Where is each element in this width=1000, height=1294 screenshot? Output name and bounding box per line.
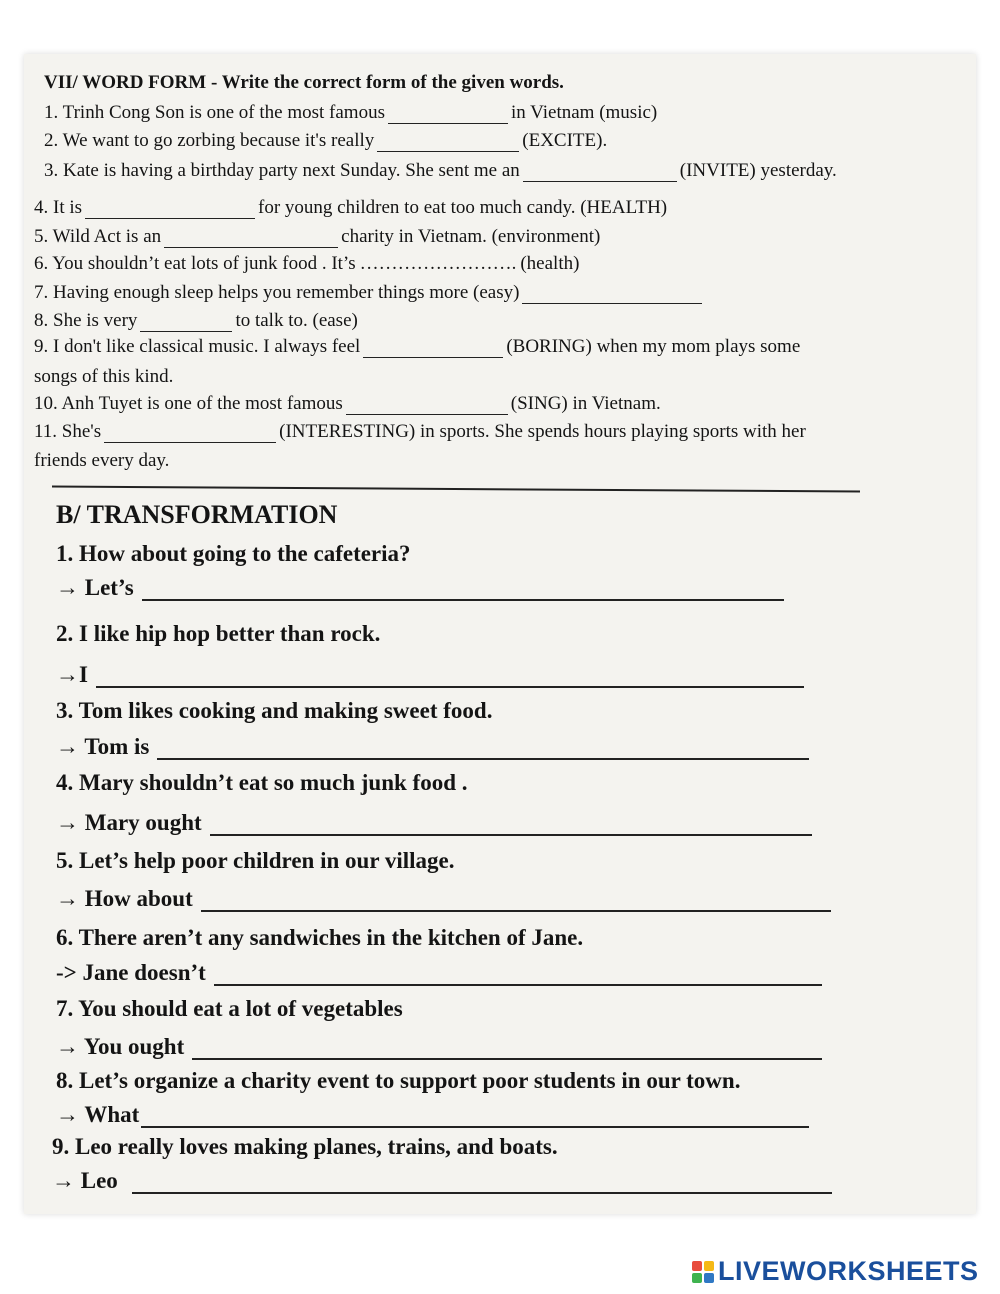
section-title: B/ TRANSFORMATION	[56, 500, 338, 529]
question-text: 2. I like hip hop better than rock.	[56, 621, 381, 646]
answer-line[interactable]	[141, 1108, 809, 1128]
transform-question-6	[56, 925, 583, 951]
answer-prefix: → You ought	[56, 1034, 185, 1059]
transformation-title	[56, 500, 337, 530]
item-text: 7. Having enough sleep helps you remember things more (easy)	[34, 282, 520, 303]
item-hint: (BORING) when my mom plays some	[506, 336, 801, 357]
answer-line[interactable]	[157, 740, 809, 760]
answer-prefix: -> Jane doesn’t	[56, 960, 206, 985]
word-form-item-2	[44, 130, 607, 152]
word-form-item-1	[44, 102, 657, 124]
item-text: 2. We want to go zorbing because it's really	[44, 130, 375, 151]
answer-prefix: → Leo	[52, 1168, 118, 1193]
word-form-item-10	[34, 393, 661, 415]
item-text: 6. You shouldn’t eat lots of junk food . It’s	[34, 253, 356, 274]
item-text: 10. Anh Tuyet is one of the most famous	[34, 393, 343, 414]
question-text: 8. Let’s organize a charity event to support poor students in our town.	[56, 1068, 741, 1093]
item-hint: (health)	[520, 253, 580, 274]
answer-prefix: → What	[56, 1102, 140, 1127]
answer-blank[interactable]	[522, 287, 702, 304]
item-text: 3. Kate is having a birthday party next Sunday. She sent me an	[44, 160, 520, 181]
answer-blank[interactable]	[346, 398, 508, 415]
word-form-item-11-cont	[34, 450, 169, 472]
word-form-item-7	[34, 282, 705, 304]
item-text: 1. Trinh Cong Son is one of the most famous	[44, 102, 385, 123]
item-hint: (EXCITE).	[522, 130, 608, 151]
question-text: 4. Mary shouldn’t eat so much junk food .	[56, 770, 468, 795]
word-form-item-9	[34, 336, 800, 358]
word-form-item-4	[34, 197, 667, 219]
answer-prefix: → Tom is	[56, 734, 150, 759]
answer-prefix: → Mary ought	[56, 810, 202, 835]
item-text: songs of this kind.	[34, 366, 174, 387]
transform-answer-5	[56, 886, 831, 912]
item-text: 9. I don't like classical music. I always feel	[34, 336, 361, 357]
logo-square-green	[692, 1273, 702, 1283]
transform-answer-4	[56, 810, 812, 836]
answer-line[interactable]	[132, 1174, 832, 1194]
question-text: 7. You should eat a lot of vegetables	[56, 996, 403, 1021]
item-hint: (INVITE) yesterday.	[679, 160, 837, 181]
answer-blank[interactable]	[363, 341, 503, 358]
logo-text: LIVEWORKSHEETS	[718, 1256, 979, 1286]
transform-answer-3	[56, 734, 809, 760]
transform-question-8	[56, 1068, 740, 1094]
word-form-item-8	[34, 310, 358, 332]
answer-line[interactable]	[214, 966, 822, 986]
answer-blank[interactable]	[140, 315, 232, 332]
section-title: VII/ WORD FORM - Write the correct form of the given words.	[44, 72, 564, 93]
answer-blank[interactable]	[164, 231, 338, 248]
transform-question-5	[56, 848, 455, 874]
question-text: 5. Let’s help poor children in our village.	[56, 848, 455, 873]
item-text: 5. Wild Act is an	[34, 226, 162, 247]
item-text: 4. It is	[34, 197, 83, 218]
item-hint: for young children to eat too much candy. (HEALTH)	[258, 197, 668, 218]
transform-question-4	[56, 770, 468, 796]
question-text: 9. Leo really loves making planes, trains, and boats.	[52, 1134, 558, 1159]
item-hint: (INTERESTING) in sports. She spends hours playing sports with her	[279, 421, 806, 442]
item-hint: to talk to. (ease)	[235, 310, 358, 331]
transform-question-7	[56, 996, 403, 1022]
answer-line[interactable]	[201, 892, 831, 912]
transform-question-9	[52, 1134, 558, 1160]
transform-answer-9	[52, 1168, 832, 1194]
answer-blank[interactable]	[377, 135, 519, 152]
transform-answer-1	[56, 575, 784, 601]
transform-question-1	[56, 541, 411, 567]
word-form-item-9-cont	[34, 366, 173, 388]
liveworksheets-icon	[692, 1261, 714, 1283]
answer-line[interactable]	[142, 581, 784, 601]
logo-square-blue	[704, 1273, 714, 1283]
answer-line[interactable]	[210, 816, 812, 836]
answer-prefix: →I	[56, 662, 88, 687]
item-text: 8. She is very	[34, 310, 138, 331]
word-form-item-11	[34, 421, 806, 443]
answer-dots[interactable]: …………………….	[359, 253, 517, 274]
answer-blank[interactable]	[523, 165, 677, 182]
transform-answer-2	[56, 662, 804, 688]
answer-blank[interactable]	[388, 107, 508, 124]
transform-question-3	[56, 698, 492, 724]
word-form-item-5	[34, 226, 600, 248]
answer-prefix: → Let’s	[56, 575, 134, 600]
transform-answer-8	[56, 1102, 809, 1128]
question-text: 6. There aren’t any sandwiches in the kitchen of Jane.	[56, 925, 584, 950]
answer-blank[interactable]	[85, 202, 255, 219]
item-hint: (SING) in Vietnam.	[510, 393, 661, 414]
item-hint: charity in Vietnam. (environment)	[341, 226, 601, 247]
transform-answer-7	[56, 1034, 822, 1060]
word-form-title	[44, 72, 564, 94]
logo-square-red	[692, 1261, 702, 1271]
answer-blank[interactable]	[104, 426, 276, 443]
answer-line[interactable]	[192, 1040, 822, 1060]
logo-square-yellow	[704, 1261, 714, 1271]
transform-answer-6	[56, 960, 822, 986]
item-text: friends every day.	[34, 450, 170, 471]
word-form-item-6	[34, 253, 579, 275]
question-text: 3. Tom likes cooking and making sweet food.	[56, 698, 493, 723]
question-text: 1. How about going to the cafeteria?	[56, 541, 411, 566]
word-form-item-3	[44, 160, 837, 182]
item-hint: in Vietnam (music)	[510, 102, 658, 123]
transform-question-2	[56, 621, 380, 647]
answer-line[interactable]	[96, 668, 804, 688]
liveworksheets-logo	[692, 1256, 979, 1287]
answer-prefix: → How about	[56, 886, 193, 911]
item-text: 11. She's	[34, 421, 102, 442]
